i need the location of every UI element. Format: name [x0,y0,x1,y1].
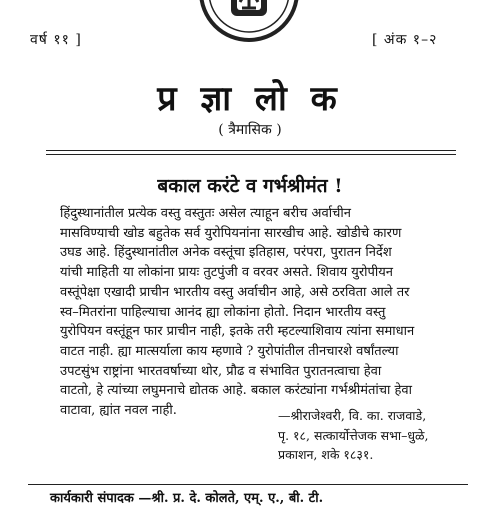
body-line: वस्तूंपेक्षा एखादी प्राचीन भारतीय वस्तु अर्वाचीन आहे, असे ठरविता आले तर [60,284,410,300]
body-line: वाटत नाही. ह्या मात्सर्याला काय म्हणावे ? युरोपांतील तीनचारशे वर्षांतल्या [60,343,399,359]
volume-number: वर्ष ११ ] [30,32,82,48]
footer-divider [28,484,468,485]
body-line: वाटावा, ह्यांत नवल नाही. [60,403,177,419]
article-body [60,204,480,421]
editor-credit: कार्यकारी संपादक —श्री. प्र. दे. कोलते, एम्. ए., बी. टी. [50,491,324,506]
signature-author: —श्रीराजेश्वरी, वि. का. राजवाडे, [278,408,427,423]
divider-bottom [46,154,456,155]
article-heading: बकाल करंटे व गर्भश्रीमंत ! [157,175,343,197]
body-line: उपटसुंभ राष्ट्रांना भारतवर्षाच्या थोर, प्रौढ व संभावित पुरातनत्वाचा हेवा [60,363,382,379]
body-line: युरोपियन वस्तूंहून फार प्राचीन नाही, इतके तरी म्हटल्याशिवाय त्यांना समाधान [60,324,415,340]
body-line: यांची माहिती या लोकांना प्रायः तुटपुंजी व वरवर असते. शिवाय युरोपीयन [60,265,394,281]
signature-source: पृ. १८, सत्कार्योत्तेजक सभा–धुळे, [278,427,429,443]
issue-number: [ अंक १–२ [372,32,438,48]
signature-published: प्रकाशन, शके १८३१. [278,447,374,463]
body-line: स्व–मितरांना पाहिल्याचा आनंद ह्या लोकांना होतो. निदान भारतीय वस्तु [60,304,386,320]
masthead-title: प्र ज्ञा लो क [157,79,343,119]
masthead-subtitle: ( त्रैमासिक ) [218,122,282,138]
signature-block [278,406,429,465]
body-line: वाटतो, हे त्यांच्या लघुमनाचे द्योतक आहे. बकाल करंट्यांना गर्भश्रीमंतांचा हेवा [60,383,412,399]
divider-top [46,150,456,151]
emblem-logo [193,0,305,44]
body-line: हिंदुस्थानांतील प्रत्येक वस्तु वस्तुतः असेल त्याहून बरीच अर्वाचीन [60,206,351,221]
body-line: मासविण्याची खोड बहुतेक सर्व युरोपियनांना सारखीच आहे. खोडीचे कारण [60,225,402,241]
body-line: उघड आहे. हिंदुस्थानांतील अनेक वस्तूंचा इतिहास, परंपरा, पुरातन निर्देश [60,245,392,261]
